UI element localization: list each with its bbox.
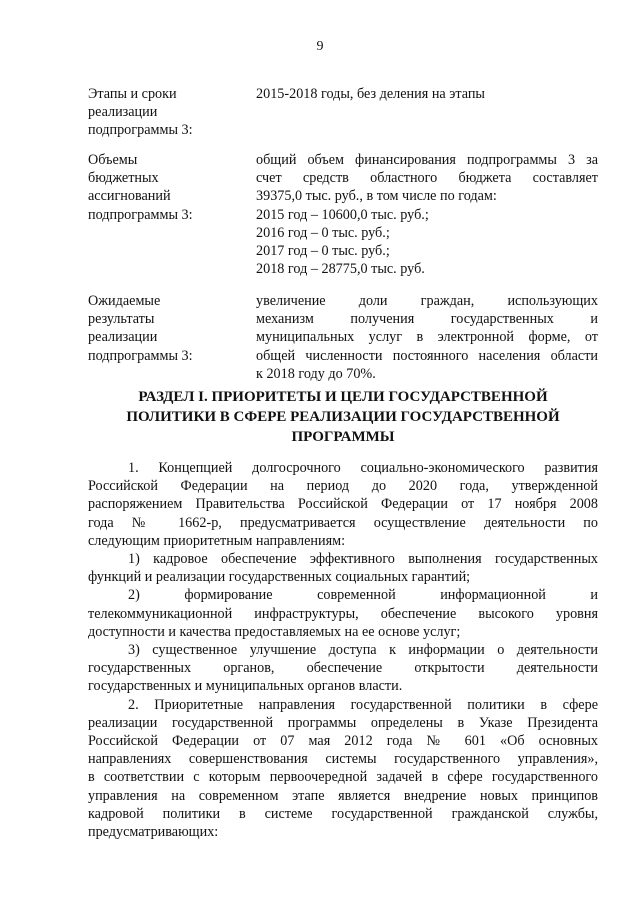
paragraph-line: следующим приоритетным направлениям: [88,532,346,549]
passport-value-line: к 2018 году до 70%. [256,365,376,382]
paragraph-line: Российской Федерации от 07 мая 2012 года № 601 «Об основных [88,733,598,750]
passport-value-line: 2018 год – 28775,0 тыс. руб. [256,261,425,278]
passport-label-results: Ожидаемые результаты реализации подпрограммы 3: [88,293,193,364]
paragraph-line: функций и реализации государственных социальных гарантий; [88,569,471,586]
body-text [88,459,598,841]
paragraph-line: доступности и качества предоставляемых на ее основе услуг; [88,623,461,640]
passport-value-budget [256,151,598,278]
page-number: 9 [316,39,324,54]
passport-value-line: 2017 год – 0 тыс. руб.; [256,243,390,260]
passport-value-line: 2016 год – 0 тыс. руб.; [256,224,390,241]
paragraph-line: 1) кадровое обеспечение эффективного выполнения государственных [128,551,598,568]
paragraph-line: 2) формирование современной информационной и [128,587,598,604]
section-title-line: ПРОГРАММЫ [291,429,395,445]
paragraph-line: государственных и муниципальных органов власти. [88,678,403,695]
passport-value-stages [256,85,598,103]
paragraph-line: реализации государственной программы определены в Указе Президента [88,714,598,731]
passport-value-line: общей численности постоянного населения области [256,347,598,364]
paragraph-line: 1. Концепцией долгосрочного социально-экономического развития [128,460,598,476]
paragraph-line: государственных органов, обеспечение открытости деятельности [88,660,598,677]
section-title [88,387,598,447]
paragraph-line: Российской Федерации на период до 2020 года, утвержденной [88,478,598,495]
paragraph-line: 2. Приоритетные направления государственной политики в сфере [128,696,598,713]
paragraph-line: кадровой политики в системе государственной гражданской службы, [88,805,598,822]
passport-value-line: 2015-2018 годы, без деления на этапы [256,86,485,102]
paragraph-line: предусматривающих: [88,824,219,841]
passport-label-stages: Этапы и сроки реализации подпрограммы 3: [88,86,193,139]
passport-value-line: счет средств областного бюджета составляет [256,170,598,187]
section-title-line: РАЗДЕЛ I. ПРИОРИТЕТЫ И ЦЕЛИ ГОСУДАРСТВЕННОЙ [138,389,548,405]
paragraph-line: управления на современном этапе является внедрение новых принципов [88,787,598,804]
passport-value-results [256,292,598,383]
passport-label-budget: Объемы бюджетных ассигнований подпрограммы 3: [88,152,193,223]
passport-value-line: 39375,0 тыс. руб., в том числе по годам: [256,188,497,205]
passport-value-line: общий объем финансирования подпрограммы 3 за [256,152,598,168]
paragraph-line: телекоммуникационной инфраструктуры, обеспечение высокого уровня [88,605,598,622]
paragraph-line: 3) существенное улучшение доступа к информации о деятельности [128,642,598,659]
paragraph-line: направлениях совершенствования системы государственного управления», [88,751,598,768]
passport-value-line: механизм получения государственных и [256,311,598,328]
paragraph-line: года № 1662-р, предусматривается осуществление деятельности по [88,514,598,531]
paragraph-line: распоряжением Правительства Российской Федерации от 17 ноября 2008 [88,496,598,513]
passport-value-line: увеличение доли граждан, использующих [256,293,598,309]
passport-value-line: 2015 год – 10600,0 тыс. руб.; [256,206,429,223]
passport-value-line: муниципальных услуг в электронной форме, от [256,329,598,346]
section-title-line: ПОЛИТИКИ В СФЕРЕ РЕАЛИЗАЦИИ ГОСУДАРСТВЕННОЙ [126,409,560,425]
paragraph-line: в соответствии с которым первоочередной задачей в сфере государственного [88,769,598,786]
